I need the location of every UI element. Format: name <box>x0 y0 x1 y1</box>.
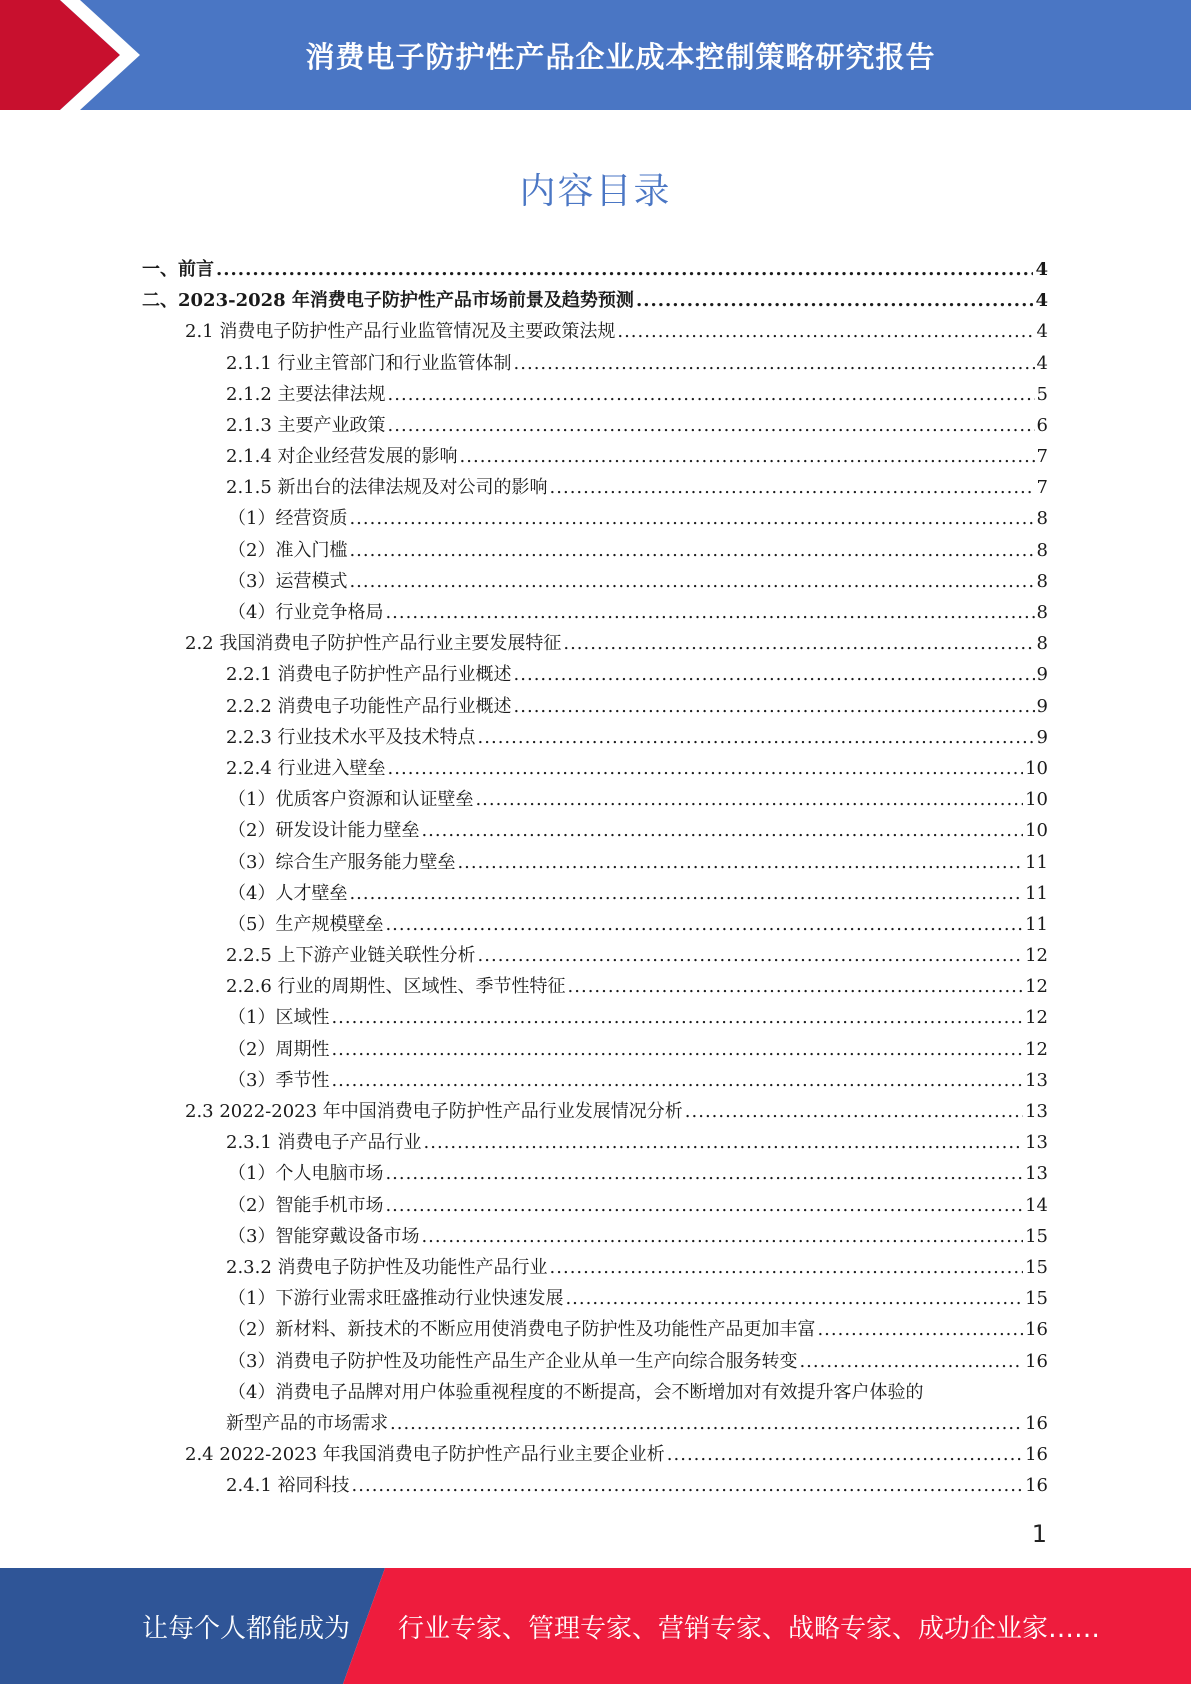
toc-entry[interactable] <box>142 1221 1048 1252</box>
toc-entry[interactable] <box>142 1190 1048 1221</box>
toc-entry-page: 4 <box>1035 258 1048 280</box>
toc-entry-label: 二、2023-2028 年消费电子防护性产品市场前景及趋势预测 <box>142 290 634 312</box>
toc-entry-label: 2.2.1 消费电子防护性产品行业概述 <box>226 664 512 686</box>
toc-entry-label: 2.2.5 上下游产业链关联性分析 <box>226 945 476 967</box>
toc-entry-label: 新型产品的市场需求 <box>226 1412 388 1434</box>
toc-entry[interactable] <box>142 441 1048 472</box>
toc-entry[interactable] <box>142 1470 1048 1501</box>
dot-leader <box>799 1346 1023 1377</box>
toc-entry-label: （3）季节性 <box>228 1069 330 1091</box>
toc-entry-label: （3）运营模式 <box>228 570 348 592</box>
toc-entry-page: 9 <box>1036 695 1048 717</box>
toc-entry-label: （1）优质客户资源和认证壁垒 <box>228 789 474 811</box>
toc-entry[interactable] <box>142 597 1048 628</box>
dot-leader <box>550 472 1035 503</box>
dot-leader <box>457 847 1023 878</box>
dot-leader <box>685 1096 1023 1127</box>
dot-leader <box>385 1190 1023 1221</box>
toc-entry[interactable] <box>142 566 1048 597</box>
toc-entry-page: 8 <box>1036 508 1048 530</box>
dot-leader <box>563 628 1034 659</box>
toc-entry-wrapped-line2[interactable] <box>142 1408 1048 1439</box>
toc-entry-page: 15 <box>1025 1225 1048 1247</box>
toc-entry-label: 2.3.2 消费电子防护性及功能性产品行业 <box>226 1256 548 1278</box>
toc-entry-page: 11 <box>1025 882 1048 904</box>
toc-entry-page: 8 <box>1036 633 1048 655</box>
header-red-chevron <box>0 0 150 110</box>
toc-entry-page: 12 <box>1025 945 1048 967</box>
toc-entry-page: 13 <box>1025 1163 1048 1185</box>
dot-leader <box>331 1065 1023 1096</box>
toc-entry-label: 2.3 2022-2023 年中国消费电子防护性产品行业发展情况分析 <box>185 1101 683 1123</box>
dot-leader <box>331 1034 1023 1065</box>
dot-leader <box>514 691 1035 722</box>
dot-leader <box>385 1158 1023 1189</box>
toc-entry-page: 9 <box>1036 726 1048 748</box>
toc-entry-label: 2.1.2 主要法律法规 <box>226 383 386 405</box>
toc-entry-page: 13 <box>1025 1101 1048 1123</box>
toc-entry-label: （3）消费电子防护性及功能性产品生产企业从单一生产向综合服务转变 <box>228 1350 798 1372</box>
toc-entry-page: 14 <box>1025 1194 1048 1216</box>
toc-entry-label: （4）消费电子品牌对用户体验重视程度的不断提高，会不断增加对有效提升客户体验的 <box>228 1381 924 1403</box>
toc-entry-page: 12 <box>1025 1007 1048 1029</box>
toc-entry-label: 2.2.4 行业进入壁垒 <box>226 757 386 779</box>
dot-leader <box>617 316 1034 347</box>
page-number: 1 <box>1031 1520 1047 1548</box>
toc-entry[interactable] <box>142 1283 1048 1314</box>
toc-entry-label: （5）生产规模壁垒 <box>228 913 384 935</box>
toc-entry[interactable] <box>142 1346 1048 1377</box>
dot-leader <box>478 940 1024 971</box>
table-of-contents <box>142 254 1048 1502</box>
toc-entry-page: 16 <box>1025 1350 1048 1372</box>
toc-entry-label: 2.2.2 消费电子功能性产品行业概述 <box>226 695 512 717</box>
toc-entry-page: 4 <box>1036 352 1048 374</box>
toc-entry[interactable] <box>142 659 1048 690</box>
toc-entry-label: 2.1.3 主要产业政策 <box>226 414 386 436</box>
toc-entry[interactable] <box>142 722 1048 753</box>
dot-leader <box>385 597 1034 628</box>
toc-entry-label: 2.4 2022-2023 年我国消费电子防护性产品行业主要企业析 <box>185 1444 665 1466</box>
toc-entry-label: 2.2 我国消费电子防护性产品行业主要发展特征 <box>185 633 562 655</box>
dot-leader <box>478 722 1035 753</box>
dot-leader <box>514 348 1035 379</box>
dot-leader <box>421 815 1023 846</box>
toc-entry-page: 10 <box>1025 757 1048 779</box>
toc-entry[interactable] <box>142 1439 1048 1470</box>
dot-leader <box>667 1439 1023 1470</box>
toc-entry[interactable] <box>142 1252 1048 1283</box>
dot-leader <box>817 1314 1023 1345</box>
toc-entry[interactable] <box>142 254 1048 285</box>
toc-entry-page: 15 <box>1025 1288 1048 1310</box>
dot-leader <box>349 535 1034 566</box>
toc-entry[interactable] <box>142 691 1048 722</box>
toc-entry[interactable] <box>142 316 1048 347</box>
toc-entry-page: 5 <box>1036 383 1048 405</box>
dot-leader <box>388 379 1035 410</box>
toc-entry-page: 7 <box>1036 477 1048 499</box>
toc-entry[interactable] <box>142 971 1048 1002</box>
toc-entry[interactable] <box>142 753 1048 784</box>
dot-leader <box>514 659 1035 690</box>
toc-title: 内容目录 <box>519 171 672 212</box>
toc-entry[interactable] <box>142 410 1048 441</box>
toc-entry[interactable] <box>142 535 1048 566</box>
toc-entry-page: 4 <box>1036 321 1048 343</box>
toc-entry[interactable] <box>142 1065 1048 1096</box>
toc-entry-page: 8 <box>1036 539 1048 561</box>
dot-leader <box>568 971 1024 1002</box>
toc-entry-label: （1）经营资质 <box>228 508 348 530</box>
toc-entry[interactable] <box>142 878 1048 909</box>
toc-entry-label: （2）周期性 <box>228 1038 330 1060</box>
toc-entry-label: （1）个人电脑市场 <box>228 1163 384 1185</box>
toc-entry-label: （3）智能穿戴设备市场 <box>228 1225 420 1247</box>
dot-leader <box>460 441 1035 472</box>
toc-entry-page: 11 <box>1025 913 1048 935</box>
toc-entry-label: （2）智能手机市场 <box>228 1194 384 1216</box>
dot-leader <box>550 1252 1024 1283</box>
toc-entry[interactable] <box>142 1003 1048 1034</box>
dot-leader <box>349 566 1034 597</box>
toc-entry-label: 2.1.1 行业主管部门和行业监管体制 <box>226 352 512 374</box>
toc-entry[interactable] <box>142 815 1048 846</box>
toc-entry-label: 2.2.6 行业的周期性、区域性、季节性特征 <box>226 976 566 998</box>
toc-entry-page: 16 <box>1025 1475 1048 1497</box>
toc-entry[interactable] <box>142 847 1048 878</box>
toc-entry-page: 8 <box>1036 602 1048 624</box>
toc-entry[interactable] <box>142 1096 1048 1127</box>
footer-banner <box>0 1568 1191 1684</box>
dot-leader <box>565 1283 1023 1314</box>
toc-entry-page: 4 <box>1035 290 1048 312</box>
dot-leader <box>331 1003 1023 1034</box>
dot-leader <box>385 909 1023 940</box>
toc-entry[interactable] <box>142 628 1048 659</box>
header-banner <box>0 0 1191 110</box>
toc-entry[interactable] <box>142 472 1048 503</box>
toc-entry[interactable] <box>142 784 1048 815</box>
toc-entry-page: 12 <box>1025 976 1048 998</box>
toc-entry-label: 2.2.3 行业技术水平及技术特点 <box>226 726 476 748</box>
toc-entry[interactable] <box>142 1127 1048 1158</box>
toc-entry[interactable] <box>142 504 1048 535</box>
toc-entry-label: （3）综合生产服务能力壁垒 <box>228 851 456 873</box>
toc-entry[interactable] <box>142 285 1048 316</box>
toc-entry-wrapped-line1[interactable] <box>142 1377 1048 1408</box>
dot-leader <box>349 504 1034 535</box>
toc-entry-label: （2）准入门槛 <box>228 539 348 561</box>
toc-entry-label: （4）人才壁垒 <box>228 882 348 904</box>
dot-leader <box>388 410 1035 441</box>
toc-entry-page: 10 <box>1025 820 1048 842</box>
toc-entry-page: 8 <box>1036 570 1048 592</box>
dot-leader <box>424 1127 1024 1158</box>
toc-entry-page: 16 <box>1025 1412 1048 1434</box>
toc-entry[interactable] <box>142 909 1048 940</box>
toc-entry[interactable] <box>142 940 1048 971</box>
dot-leader <box>636 285 1034 316</box>
toc-entry-label: 2.1.5 新出台的法律法规及对公司的影响 <box>226 477 548 499</box>
toc-entry-label: （2）新材料、新技术的不断应用使消费电子防护性及功能性产品更加丰富 <box>228 1319 816 1341</box>
toc-entry-page: 12 <box>1025 1038 1048 1060</box>
toc-entry[interactable] <box>142 348 1048 379</box>
report-title: 消费电子防护性产品企业成本控制策略研究报告 <box>305 39 936 74</box>
toc-entry-label: 2.1.4 对企业经营发展的影响 <box>226 446 458 468</box>
dot-leader <box>349 878 1023 909</box>
toc-entry-label: 2.1 消费电子防护性产品行业监管情况及主要政策法规 <box>185 321 616 343</box>
toc-entry[interactable] <box>142 1158 1048 1189</box>
toc-entry-page: 15 <box>1025 1256 1048 1278</box>
toc-entry[interactable] <box>142 1034 1048 1065</box>
toc-entry-label: （4）行业竞争格局 <box>228 602 384 624</box>
toc-entry-page: 6 <box>1036 414 1048 436</box>
dot-leader <box>421 1221 1023 1252</box>
toc-entry[interactable] <box>142 379 1048 410</box>
toc-entry-label: 2.3.1 消费电子产品行业 <box>226 1132 422 1154</box>
toc-entry-label: （2）研发设计能力壁垒 <box>228 820 420 842</box>
footer-slogan-right: 行业专家、管理专家、营销专家、战略专家、成功企业家…… <box>398 1613 1101 1644</box>
footer-slogan-left: 让每个人都能成为 <box>142 1613 351 1644</box>
toc-entry-page: 7 <box>1036 446 1048 468</box>
dot-leader <box>475 784 1023 815</box>
toc-entry-label: （1）区域性 <box>228 1007 330 1029</box>
toc-entry-page: 10 <box>1025 789 1048 811</box>
toc-entry[interactable] <box>142 1314 1048 1345</box>
toc-entry-page: 11 <box>1025 851 1048 873</box>
dot-leader <box>388 753 1024 784</box>
toc-entry-page: 13 <box>1025 1132 1048 1154</box>
dot-leader <box>216 254 1033 285</box>
dot-leader <box>352 1470 1024 1501</box>
toc-entry-label: 2.4.1 裕同科技 <box>226 1475 350 1497</box>
toc-entry-page: 16 <box>1025 1444 1048 1466</box>
toc-entry-label: 一、前言 <box>142 258 214 280</box>
toc-entry-page: 9 <box>1036 664 1048 686</box>
toc-entry-page: 16 <box>1025 1319 1048 1341</box>
toc-entry-page: 13 <box>1025 1069 1048 1091</box>
dot-leader <box>390 1408 1023 1439</box>
toc-entry-label: （1）下游行业需求旺盛推动行业快速发展 <box>228 1288 564 1310</box>
